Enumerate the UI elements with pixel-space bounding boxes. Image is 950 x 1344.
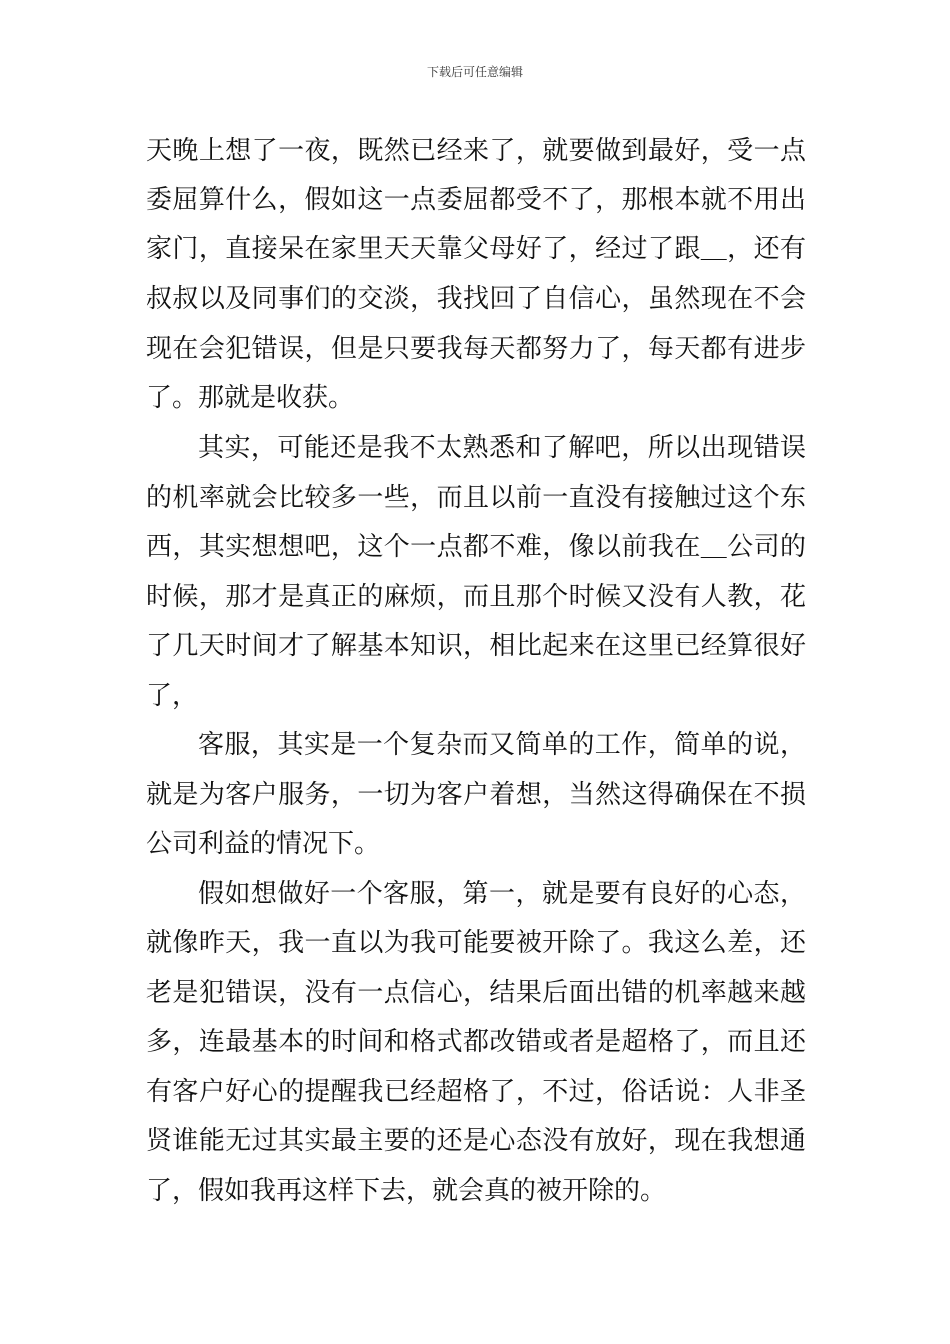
text-line-6: 了。那就是收获。 [146,383,355,413]
text-line-5: 现在会犯错误，但是只要我每天都努力了，每天都有进步 [146,334,806,364]
text-line-15: 公司利益的情况下。 [146,829,381,859]
text-line-3: 家门，直接呆在家里天天靠父母好了，经过了跟＿，还有 [146,234,806,264]
text-line-4: 叔叔以及同事们的交淡，我找回了自信心，虽然现在不会 [146,284,806,314]
page-header: 下载后可任意编辑 [426,65,523,79]
text-line-22: 了，假如我再这样下去，就会真的被开除的。 [146,1176,667,1206]
text-line-12: 了， [146,681,199,711]
text-line-14: 就是为客户服务，一切为客户着想，当然这得确保在不损 [146,780,806,810]
text-line-21: 贤谁能无过其实最主要的还是心态没有放好，现在我想通 [146,1126,806,1156]
text-line-13: 客服，其实是一个复杂而又简单的工作，简单的说， [198,730,806,760]
text-line-17: 就像昨天，我一直以为我可能要被开除了。我这么差，还 [146,928,806,958]
text-line-20: 有客户好心的提醒我已经超格了，不过，俗话说：人非圣 [146,1077,806,1107]
text-line-7: 其实，可能还是我不太熟悉和了解吧，所以出现错误 [198,433,806,463]
text-line-11: 了几天时间才了解基本知识，相比起来在这里已经算很好 [146,631,806,661]
text-line-18: 老是犯错误，没有一点信心，结果后面出错的机率越来越 [146,978,806,1008]
text-line-8: 的机率就会比较多一些，而且以前一直没有接触过这个东 [146,483,806,513]
text-line-10: 时候，那才是真正的麻烦，而且那个时候又没有人教，花 [146,582,806,612]
text-line-2: 委屈算什么，假如这一点委屈都受不了，那根本就不用出 [146,185,806,215]
text-line-9: 西，其实想想吧，这个一点都不难，像以前我在＿公司的 [146,532,806,562]
text-line-16: 假如想做好一个客服，第一，就是要有良好的心态， [198,879,806,909]
text-line-19: 多，连最基本的时间和格式都改错或者是超格了，而且还 [146,1027,806,1057]
text-line-1: 天晚上想了一夜，既然已经来了，就要做到最好，受一点 [146,136,806,166]
